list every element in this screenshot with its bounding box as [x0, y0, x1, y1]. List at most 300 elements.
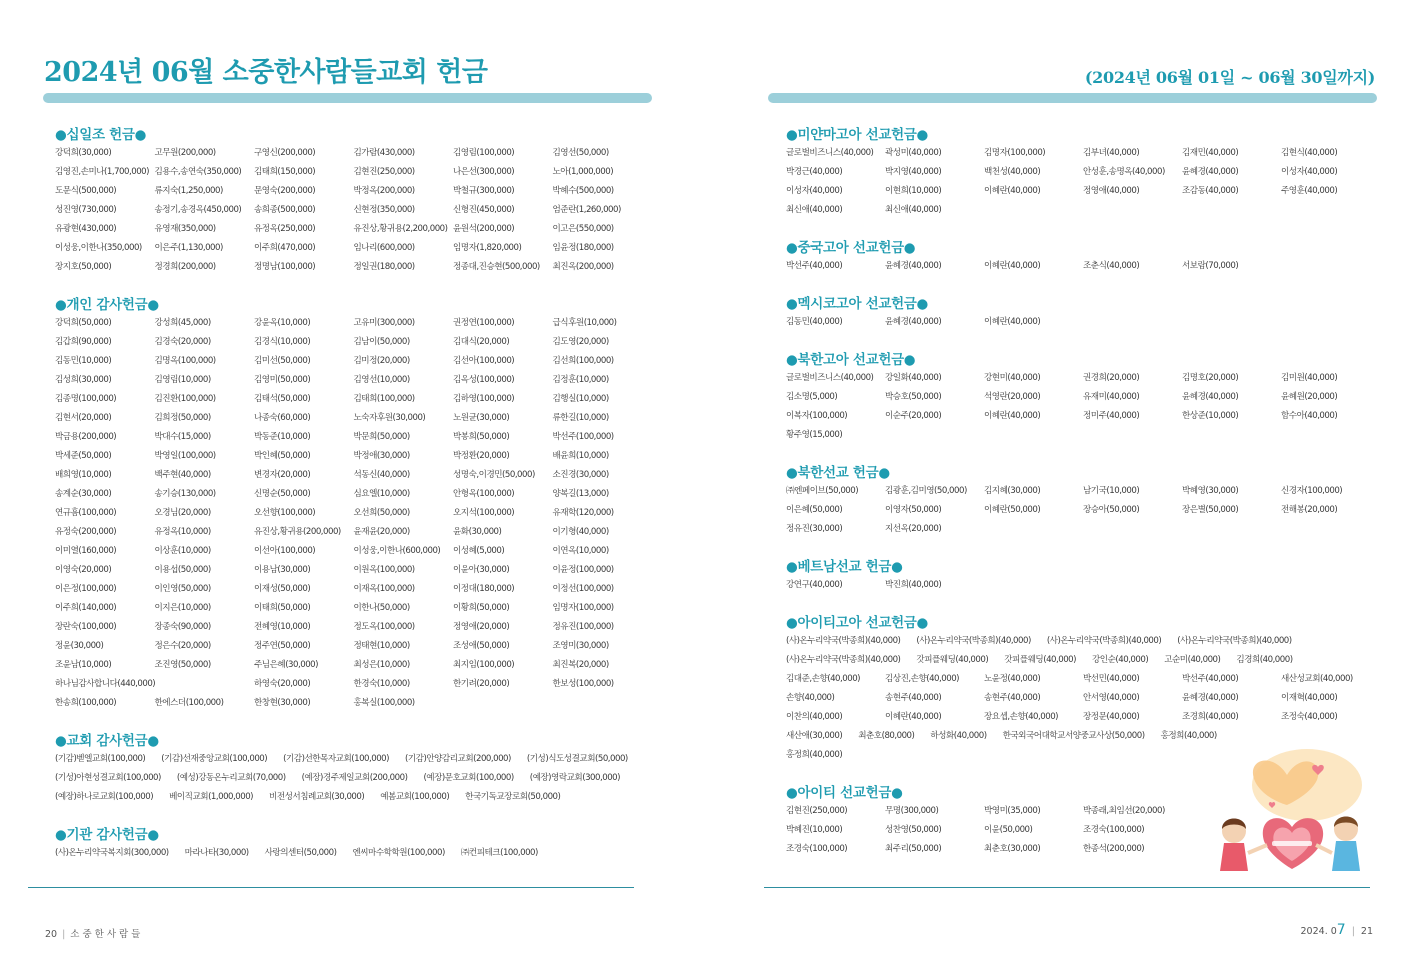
donation-entry: 이주희(470,000) [254, 243, 316, 253]
donation-entry: 강인순(40,000) [1092, 655, 1149, 665]
donation-entry: 김미원(40,000) [1281, 373, 1338, 383]
donation-entry: 장은별(50,000) [1182, 505, 1239, 515]
donation-entry: 한국기독교장로회(50,000) [465, 792, 561, 802]
donation-entry: 김종명(100,000) [55, 394, 117, 404]
donation-entry: 노아(1,000,000) [552, 167, 614, 177]
donation-entry: 박대수(15,000) [154, 432, 211, 442]
empty-cell [1083, 520, 1182, 539]
donation-entry: 유광현(430,000) [55, 224, 117, 234]
donation-entry: (예장)하나로교회(100,000) [55, 792, 154, 802]
donation-entry: 이윤(50,000) [984, 825, 1033, 835]
donation-entry: 갓피플웨딩(40,000) [1004, 655, 1076, 665]
donation-entry: 이혜란(40,000) [984, 317, 1041, 327]
donation-entry: 한에스더(100,000) [154, 698, 224, 708]
donation-entry: 이주희(140,000) [55, 603, 117, 613]
donation-entry: 김정훈(10,000) [552, 375, 609, 385]
donation-entry: 윤혜경(40,000) [1182, 167, 1239, 177]
donation-entry: 김경숙(20,000) [154, 337, 211, 347]
donation-entry: 한송희(100,000) [55, 698, 117, 708]
donation-entry: 지선옥(20,000) [885, 524, 942, 534]
donation-entry: 김미선(50,000) [254, 356, 311, 366]
donation-entry: 강윤옥(10,000) [254, 318, 311, 328]
haitiorphan-grid [786, 670, 1376, 727]
donation-entry: 한기려(20,000) [453, 679, 510, 689]
donation-entry: 윤혜원(20,000) [1281, 392, 1338, 402]
donation-entry: 유정숙(200,000) [55, 527, 117, 537]
donation-entry: 김광훈,김미영(50,000) [885, 486, 967, 496]
empty-cell [1182, 313, 1281, 332]
donation-entry: 성진영(730,000) [55, 205, 117, 215]
donation-entry: (예성)강동온누리교회(70,000) [176, 773, 286, 783]
donation-entry: 노숙자후원(30,000) [353, 413, 426, 423]
donation-entry: 조춘식(40,000) [1083, 261, 1140, 271]
donation-entry: 이혜란(40,000) [984, 411, 1041, 421]
donation-entry: 정유진(100,000) [552, 622, 614, 632]
donation-entry: 박종래,최임선(20,000) [1083, 806, 1165, 816]
donation-entry: 김하영(100,000) [453, 394, 515, 404]
donation-entry: 석영란(20,000) [984, 392, 1041, 402]
donation-entry: 김동민(40,000) [786, 317, 843, 327]
donation-entry: 김영림(10,000) [154, 375, 211, 385]
donation-entry: 갓피플웨딩(40,000) [916, 655, 989, 665]
donation-entry: 유재학(120,000) [552, 508, 614, 518]
donation-entry: 나은선(300,000) [453, 167, 515, 177]
donation-entry: 이재옥(100,000) [353, 584, 415, 594]
donation-entry: 김현진(250,000) [786, 806, 848, 816]
donation-entry: 이성자(40,000) [1281, 167, 1338, 177]
donation-entry: 강덕희(30,000) [55, 148, 112, 158]
donation-entry: 박선주(40,000) [786, 261, 843, 271]
donation-entry: 안서영(40,000) [1083, 693, 1140, 703]
donation-entry: 장종숙(90,000) [154, 622, 211, 632]
donation-entry: 김남이(50,000) [353, 337, 410, 347]
donation-entry: 송현주(40,000) [885, 693, 942, 703]
china-section [786, 239, 1376, 276]
donation-entry: 정경희(200,000) [154, 262, 216, 272]
donation-entry: 장지호(50,000) [55, 262, 112, 272]
donation-entry: 윤혜경(40,000) [1182, 693, 1239, 703]
donation-entry: 강현미(40,000) [984, 373, 1041, 383]
donation-entry: 윤혜경(40,000) [1182, 392, 1239, 402]
donation-entry: 이은정(100,000) [55, 584, 117, 594]
donation-entry: 배윤희(10,000) [552, 451, 609, 461]
donation-entry: 장란숙(100,000) [55, 622, 117, 632]
donation-entry: 한경숙(10,000) [353, 679, 410, 689]
donation-entry: 이혜란(40,000) [885, 712, 942, 722]
mexico-section [786, 295, 1376, 332]
donation-entry: 김현서(20,000) [55, 413, 112, 423]
donation-entry: 연규흠(100,000) [55, 508, 117, 518]
org-section [55, 826, 655, 863]
donation-entry: (사)온누리약국(박종희)(40,000) [786, 636, 901, 646]
donation-entry: (사)온누리약국(박종희)(40,000) [1046, 636, 1162, 646]
donation-entry: 박정애(30,000) [353, 451, 410, 461]
donation-entry: 예봄교회(100,000) [380, 792, 450, 802]
donation-entry: 유진상,황귀용(200,000) [254, 527, 341, 537]
donation-entry: 이인영(50,000) [154, 584, 211, 594]
left-column [55, 126, 655, 882]
haitiorphan-section [786, 614, 1376, 765]
donation-entry: 무명(300,000) [885, 806, 939, 816]
donation-entry: 정태현(10,000) [353, 641, 410, 651]
nkmission-grid [786, 482, 1376, 539]
donation-entry: 정은수(20,000) [154, 641, 211, 651]
donation-entry: 이성혜(5,000) [453, 546, 505, 556]
myanmar-grid [786, 144, 1376, 220]
donation-entry: 엄준란(1,260,000) [552, 205, 621, 215]
footer-rule-right [764, 887, 1370, 888]
donation-entry: 김동민(10,000) [55, 356, 112, 366]
donation-row [55, 769, 655, 788]
donation-entry: 박정옥(200,000) [353, 186, 415, 196]
donation-entry: 이혜란(50,000) [984, 505, 1041, 515]
donation-entry: 최주리(50,000) [885, 844, 942, 854]
empty-cell [1083, 576, 1182, 595]
donation-entry: 도문식(500,000) [55, 186, 117, 196]
donation-entry: 하성화(40,000) [930, 731, 987, 741]
donation-entry: 조감동(40,000) [1182, 186, 1239, 196]
donation-entry: 유정옥(10,000) [154, 527, 211, 537]
donation-entry: (기감)안양감리교회(200,000) [405, 754, 511, 764]
donation-entry: 이고은(550,000) [552, 224, 614, 234]
donation-entry: 이재혁(40,000) [1281, 693, 1338, 703]
donation-entry: 오선희(50,000) [353, 508, 410, 518]
donation-entry: 홍정희(40,000) [786, 750, 843, 760]
page-title: 2024년 06월 소중한사람들교회 헌금 [44, 57, 488, 88]
donation-entry: 이원옥(100,000) [353, 565, 415, 575]
section-title: ●멕시코고아 선교헌금● [786, 296, 929, 312]
donation-entry: 최춘호(80,000) [858, 731, 915, 741]
donation-entry: 배희영(10,000) [55, 470, 112, 480]
empty-cell [1083, 201, 1182, 220]
donation-entry: 정유진(30,000) [786, 524, 843, 534]
donation-entry: 석동신(40,000) [353, 470, 410, 480]
donation-entry: 송정기,송경옥(450,000) [154, 205, 242, 215]
donation-entry: (기성)식도성결교회(50,000) [526, 754, 628, 764]
donation-entry: 박혜영(30,000) [1182, 486, 1239, 496]
donation-entry: 김부녀(40,000) [1083, 148, 1140, 158]
empty-cell [1281, 257, 1380, 276]
donation-entry: 김태석(50,000) [254, 394, 311, 404]
empty-cell [1281, 201, 1380, 220]
donation-entry: 이혜란(40,000) [984, 261, 1041, 271]
donation-entry: 김소명(5,000) [786, 392, 838, 402]
page-number-right: 21 [1360, 926, 1373, 937]
donation-entry: 이지은(10,000) [154, 603, 211, 613]
donation-entry: 강덕희(50,000) [55, 318, 112, 328]
mexico-grid [786, 313, 1376, 332]
donation-entry: 김명호(20,000) [1182, 373, 1239, 383]
donation-entry: 윤혜경(40,000) [885, 317, 942, 327]
donation-entry: 김진환(100,000) [154, 394, 216, 404]
donation-entry: 박선주(100,000) [552, 432, 614, 442]
section-title: ●북한고아 선교헌금● [786, 352, 916, 368]
donation-entry: 정윤(30,000) [55, 641, 104, 651]
donation-entry: 유진상,황귀용(2,200,000) [353, 224, 448, 234]
donation-entry: 권정연(100,000) [453, 318, 515, 328]
donation-entry: 고무원(200,000) [154, 148, 216, 158]
donation-entry: 강성희(45,000) [154, 318, 211, 328]
donation-entry: 박철규(300,000) [453, 186, 515, 196]
donation-entry: 신현정(350,000) [353, 205, 415, 215]
donation-entry: 송계순(30,000) [55, 489, 112, 499]
donation-entry: 김재민(40,000) [1182, 148, 1239, 158]
donation-entry: 김태희(150,000) [254, 167, 316, 177]
donation-entry: 하나님감사합니다(440,000) [55, 679, 156, 689]
donation-entry: 전해봉(20,000) [1281, 505, 1338, 515]
donation-entry: 함수아(40,000) [1281, 411, 1338, 421]
org-rows [55, 844, 655, 863]
donation-entry: 백천성(40,000) [984, 167, 1041, 177]
donation-entry: 김선아(100,000) [453, 356, 515, 366]
donation-entry: 글로벌비즈니스(40,000) [786, 373, 874, 383]
section-title: ●교회 감사헌금● [55, 733, 159, 749]
title-bar-left [43, 93, 652, 103]
china-grid [786, 257, 1376, 276]
donation-entry: 윤화(30,000) [453, 527, 502, 537]
donation-row [55, 844, 655, 863]
empty-cell [1182, 576, 1281, 595]
donation-entry: 정종대,진승현(500,000) [453, 262, 540, 272]
donation-entry: 고순미(40,000) [1164, 655, 1221, 665]
donation-entry: 비전성서침례교회(30,000) [269, 792, 365, 802]
donation-entry: 이상훈(10,000) [154, 546, 211, 556]
donation-entry: 조진영(50,000) [154, 660, 211, 670]
donation-entry: 안형옥(100,000) [453, 489, 515, 499]
donation-entry: 오선향(100,000) [254, 508, 316, 518]
tithe-section [55, 126, 655, 277]
donation-entry: 임명자(100,000) [552, 603, 614, 613]
donation-entry: 사랑의센터(50,000) [264, 848, 337, 858]
donation-entry: 김경식(10,000) [254, 337, 311, 347]
period-label: (2024년 06월 01일 ~ 06월 30일까지) [1084, 68, 1375, 87]
empty-cell [1083, 426, 1182, 445]
empty-cell [1182, 201, 1281, 220]
donation-row [55, 788, 655, 807]
donation-entry: 마라나타(30,000) [184, 848, 249, 858]
donation-entry: 급식후원(10,000) [552, 318, 617, 328]
donation-entry: 박선민(40,000) [1083, 674, 1140, 684]
donation-entry: 김영미(50,000) [254, 375, 311, 385]
empty-cell [984, 520, 1083, 539]
donation-entry: 양복길(13,000) [552, 489, 609, 499]
donation-entry: 조윤남(10,000) [55, 660, 112, 670]
donation-entry: 이정선(100,000) [552, 584, 614, 594]
donation-entry: 이복자(100,000) [786, 411, 848, 421]
donation-entry: 전혜영(10,000) [254, 622, 311, 632]
footer-separator: | [62, 929, 66, 940]
donation-entry: 안성훈,송명옥(40,000) [1083, 167, 1165, 177]
donation-entry: 이은주(1,130,000) [154, 243, 223, 253]
donation-entry: 김영선(10,000) [353, 375, 410, 385]
footer-left [45, 926, 143, 940]
donation-entry: 김도영(20,000) [552, 337, 609, 347]
donation-entry: 김대준,손향(40,000) [786, 674, 861, 684]
donation-entry: 이용남(30,000) [254, 565, 311, 575]
donation-entry: 김영진,손미나(1,700,000) [55, 167, 149, 177]
donation-entry: 김현진(250,000) [353, 167, 415, 177]
donation-entry: 손향(40,000) [786, 693, 835, 703]
donation-entry: 장승아(50,000) [1083, 505, 1140, 515]
donation-entry: 류지숙(1,250,000) [154, 186, 223, 196]
donation-entry: 구영신(200,000) [254, 148, 316, 158]
nkorphan-grid [786, 369, 1376, 445]
donation-entry: 이순주(20,000) [885, 411, 942, 421]
footer-right [1301, 922, 1373, 938]
donation-entry: 조경숙(100,000) [786, 844, 848, 854]
empty-cell [1281, 426, 1380, 445]
personal-section [55, 296, 655, 713]
donation-entry: (예장)영락교회(300,000) [529, 773, 620, 783]
empty-cell [1182, 426, 1281, 445]
donation-entry: 박인혜(50,000) [254, 451, 311, 461]
donation-entry: 이태희(50,000) [254, 603, 311, 613]
donation-entry: ㈜엔페이브(50,000) [786, 486, 859, 496]
donation-entry: 임나리(600,000) [353, 243, 415, 253]
vietnam-section [786, 558, 1376, 595]
donation-entry: 한종석(200,000) [1083, 844, 1145, 854]
donation-entry: (사)온누리약국(박종희)(40,000) [786, 655, 901, 665]
donation-entry: 김용수,송연숙(350,000) [154, 167, 242, 177]
donation-entry: 소진경(30,000) [552, 470, 609, 480]
donation-entry: 김희정(50,000) [154, 413, 211, 423]
donation-entry: 엔씨마수학학원(100,000) [352, 848, 445, 858]
donation-entry: 이윤아(30,000) [453, 565, 510, 575]
donation-entry: 곽성미(40,000) [885, 148, 942, 158]
haitiorphan-row2 [786, 651, 1376, 670]
donation-entry: (기감)벧엘교회(100,000) [55, 754, 146, 764]
donation-entry: 한보성(100,000) [552, 679, 614, 689]
donation-entry: 이한나(50,000) [353, 603, 410, 613]
empty-cell [984, 201, 1083, 220]
donation-entry: 이찬의(40,000) [786, 712, 843, 722]
donation-entry: 김성희(30,000) [55, 375, 112, 385]
donation-entry: 성명숙,이경민(50,000) [453, 470, 535, 480]
empty-cell [1083, 313, 1182, 332]
donation-entry: 권경희(20,000) [1083, 373, 1140, 383]
myanmar-section [786, 126, 1376, 220]
donation-entry: 최신애(40,000) [786, 205, 843, 215]
empty-cell [1281, 576, 1380, 595]
empty-cell [155, 675, 255, 694]
empty-cell [1281, 313, 1380, 332]
personal-grid [55, 314, 655, 713]
donation-entry: 박진희(40,000) [885, 580, 942, 590]
donation-entry: 이윤정(100,000) [552, 565, 614, 575]
donation-entry: 김미정(20,000) [353, 356, 410, 366]
haitiorphan-row1 [786, 632, 1376, 651]
donation-entry: 변경자(20,000) [254, 470, 311, 480]
donation-entry: 베이직교회(1,000,000) [169, 792, 254, 802]
donation-entry: 김경희(40,000) [1236, 655, 1293, 665]
donation-entry: 류한길(10,000) [552, 413, 609, 423]
section-title: ●중국고아 선교헌금● [786, 240, 916, 256]
section-title: ●베트남선교 헌금● [786, 559, 903, 575]
donation-entry: 한상준(10,000) [1182, 411, 1239, 421]
donation-entry: 조경숙(100,000) [1083, 825, 1145, 835]
donation-entry: 김선희(100,000) [552, 356, 614, 366]
donation-entry: 남기국(10,000) [1083, 486, 1140, 496]
tithe-grid [55, 144, 655, 277]
title-bar-right [768, 93, 1377, 103]
section-title: ●미얀마고아 선교헌금● [786, 127, 929, 143]
donation-entry: 유영재(350,000) [154, 224, 216, 234]
donation-entry: 서보람(70,000) [1182, 261, 1239, 271]
donation-entry: (사)온누리약국(박종희)(40,000) [1177, 636, 1292, 646]
donation-entry: 정명남(100,000) [254, 262, 316, 272]
donation-entry: 윤혜경(40,000) [885, 261, 942, 271]
donation-entry: 문영숙(200,000) [254, 186, 316, 196]
donation-entry: (기성)아현성결교회(100,000) [55, 773, 161, 783]
church-rows [55, 750, 655, 807]
donation-entry: 조경희(40,000) [1182, 712, 1239, 722]
donation-entry: 송현주(40,000) [984, 693, 1041, 703]
donation-entry: 김옥성(100,000) [453, 375, 515, 385]
section-title: ●아이티고아 선교헌금● [786, 615, 929, 631]
donation-entry: 윤원석(200,000) [453, 224, 515, 234]
donation-entry: 송기승(130,000) [154, 489, 216, 499]
donation-entry: 이황희(50,000) [453, 603, 510, 613]
donation-entry: 박정환(20,000) [453, 451, 510, 461]
donation-entry: 이은혜(50,000) [786, 505, 843, 515]
children-heart-illustration [1212, 745, 1372, 885]
empty-cell [984, 426, 1083, 445]
donation-entry: 김갑희(90,000) [55, 337, 112, 347]
donation-entry: 김대식(20,000) [453, 337, 510, 347]
donation-entry: 백주현(40,000) [154, 470, 211, 480]
section-title: ●기관 감사헌금● [55, 827, 159, 843]
donation-entry: 나종숙(60,000) [254, 413, 311, 423]
donation-entry: (기감)선재중앙교회(100,000) [161, 754, 268, 764]
donation-entry: 박혜진(10,000) [786, 825, 843, 835]
empty-cell [453, 694, 553, 713]
donation-entry: 이성자(40,000) [786, 186, 843, 196]
donation-entry: 윤재윤(20,000) [353, 527, 410, 537]
donation-entry: (예장)문호교회(100,000) [423, 773, 514, 783]
donation-entry: 박선주(40,000) [1182, 674, 1239, 684]
donation-entry: 홍복실(100,000) [353, 698, 415, 708]
donation-entry: 이성웅,이한나(600,000) [353, 546, 441, 556]
empty-cell [1281, 520, 1380, 539]
donation-entry: 이기형(40,000) [552, 527, 609, 537]
donation-entry: 김영림(100,000) [453, 148, 515, 158]
donation-entry: 조영미(30,000) [552, 641, 609, 651]
donation-entry: 임명자(1,820,000) [453, 243, 522, 253]
donation-entry: 박승호(50,000) [885, 392, 942, 402]
donation-entry: 김태희(100,000) [353, 394, 415, 404]
donation-entry: 이영숙(20,000) [55, 565, 112, 575]
donation-entry: 유정옥(250,000) [254, 224, 316, 234]
page-number-left: 20 [45, 929, 58, 940]
publication-name: 소중한사람들 [70, 929, 144, 940]
donation-entry: 심요엘(10,000) [353, 489, 410, 499]
donation-entry: 박세준(50,000) [55, 451, 112, 461]
donation-entry: 황주영(15,000) [786, 430, 843, 440]
donation-entry: 이성웅,이한나(350,000) [55, 243, 142, 253]
donation-entry: 최성은(10,000) [353, 660, 410, 670]
donation-entry: 이연옥(10,000) [552, 546, 609, 556]
donation-entry: 이미열(160,000) [55, 546, 117, 556]
donation-entry: 장요셉,손향(40,000) [984, 712, 1059, 722]
donation-entry: 정영애(40,000) [1083, 186, 1140, 196]
empty-cell [553, 694, 653, 713]
donation-entry: 최신애(40,000) [885, 205, 942, 215]
donation-row [55, 750, 655, 769]
donation-entry: 정미주(40,000) [1083, 411, 1140, 421]
section-title: ●십일조 헌금● [55, 127, 147, 143]
donation-entry: 박봉희(50,000) [453, 432, 510, 442]
donation-entry: 주님은혜(30,000) [254, 660, 318, 670]
